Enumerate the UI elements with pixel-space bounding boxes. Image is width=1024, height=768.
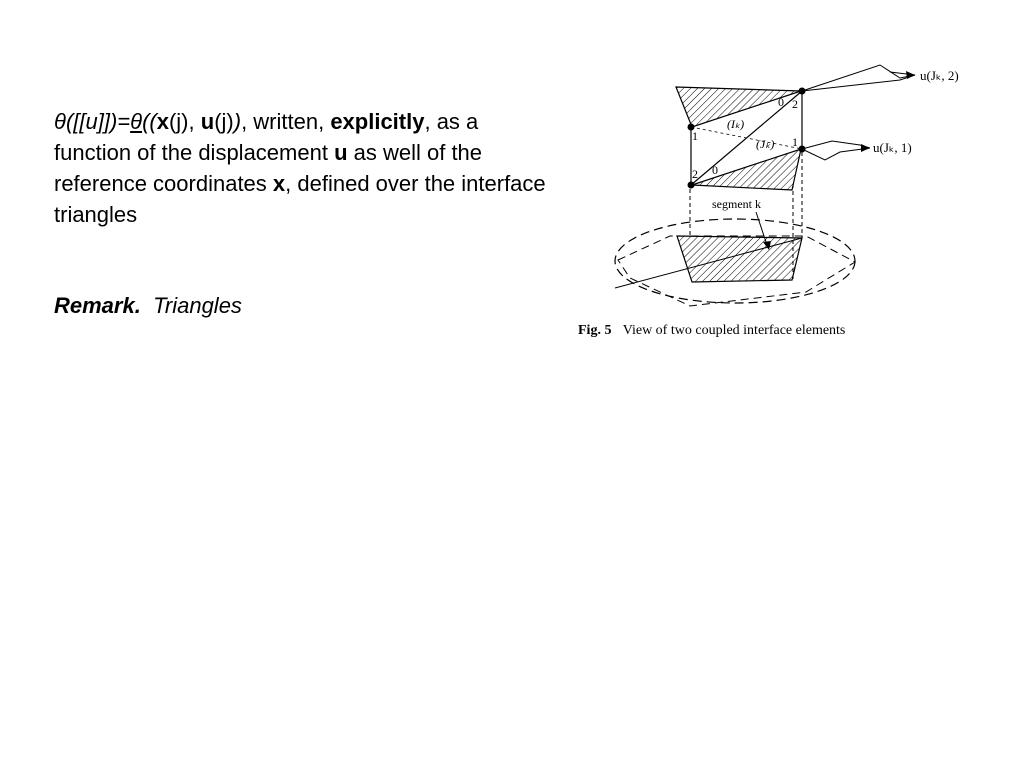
label-ik: (Iₖ) bbox=[727, 117, 745, 131]
figure-caption bbox=[578, 323, 845, 339]
vector-u-jk1 bbox=[802, 141, 870, 149]
link-cross bbox=[691, 127, 802, 149]
label-jk: (Jₖ) bbox=[756, 137, 775, 151]
node-label-0-mid: 0 bbox=[712, 163, 718, 177]
label-u-jk2: u(Jₖ, 2) bbox=[920, 68, 959, 83]
theta-symbol-2: θ bbox=[130, 109, 143, 134]
vector-u-jk2-b bbox=[802, 72, 915, 91]
remark bbox=[54, 290, 242, 321]
node-label-2-top: 2 bbox=[792, 97, 798, 111]
theta-definition-text: θ([[u]])=θ((x(j), u(j)), written, explicitly, as a function of the displacement u as well of the reference coordinates x, defined over the interface triangles bbox=[54, 109, 546, 227]
figure-svg bbox=[570, 60, 1010, 320]
node-label-2-left: 2 bbox=[692, 167, 698, 181]
node-label-1-right: 1 bbox=[792, 135, 798, 149]
interface-elements-figure bbox=[570, 60, 1010, 350]
caption-text: View of two coupled interface elements bbox=[622, 323, 846, 338]
remark-label: Remark. bbox=[54, 293, 141, 318]
theta-symbol: θ bbox=[54, 109, 66, 134]
vector-u-jk1-b bbox=[802, 148, 870, 160]
arrowhead-jk2 bbox=[906, 71, 915, 79]
arrowhead-jk1 bbox=[861, 144, 870, 152]
node-left-2 bbox=[688, 182, 695, 189]
explanation-paragraph bbox=[54, 106, 554, 230]
node-label-0-top: 0 bbox=[778, 95, 784, 109]
emphasis-explicitly: explicitly bbox=[330, 109, 425, 134]
node-label-1-left: 1 bbox=[692, 129, 698, 143]
vector-u-jk2 bbox=[802, 65, 915, 91]
element-jk bbox=[692, 149, 801, 190]
remark-text: Triangles bbox=[153, 293, 242, 318]
label-segment: segment k bbox=[712, 197, 761, 211]
label-u-jk1: u(Jₖ, 1) bbox=[873, 140, 912, 155]
caption-number: Fig. 5 bbox=[578, 323, 612, 338]
